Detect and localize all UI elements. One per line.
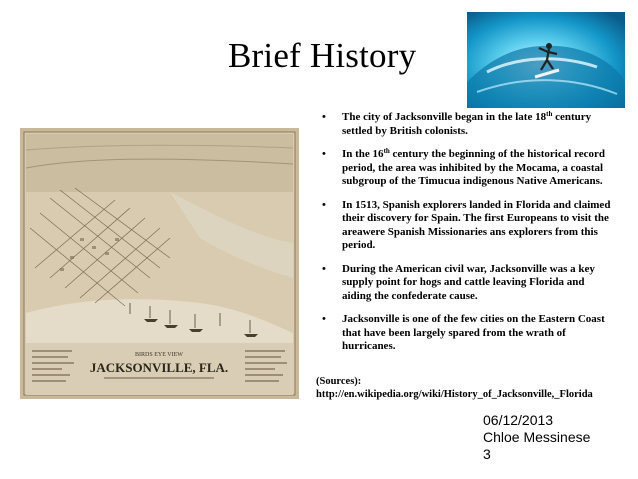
surfer-wave-image <box>467 12 625 108</box>
footer-page-number: 3 <box>483 446 491 462</box>
sources-label: (Sources): <box>316 376 362 387</box>
jacksonville-birds-eye-map <box>20 128 299 399</box>
sources-link[interactable]: http://en.wikipedia.org/wiki/History_of_Jacksonville,_Florida <box>316 389 593 400</box>
bullet-marker: • <box>322 148 326 160</box>
footer-date: 06/12/2013 <box>483 412 554 428</box>
bullet-marker: • <box>322 111 326 123</box>
bullet-item: • In the 16th century the beginning of the historical record period, the area was inhibited by the Mocama, a coastal subgroup of the Timucua indigenous Native Americans. <box>322 147 605 187</box>
slide-footer <box>483 412 590 463</box>
bullet-item: • Jacksonville is one of the few cities on the Eastern Coast that have been largely spared from the wrath of hurricanes. <box>322 313 605 352</box>
bullet-item: • During the American civil war, Jacksonville was a key supply point for hogs and cattle leaving Florida and aiding the confederate cause. <box>322 262 595 302</box>
sources-block <box>316 375 593 401</box>
map-caption-top: BIRDS EYE VIEW <box>135 352 183 358</box>
bullet-marker: • <box>322 262 326 275</box>
bullet-item: • In 1513, Spanish explorers landed in Florida and claimed their discovery for Spain. The first Europeans to visit the areawere Spanish Missionaries ans explorers from this period. <box>322 198 611 251</box>
bullet-item: • The city of Jacksonville began in the late 18th century settled by British colonists. <box>322 110 592 137</box>
footer-author: Chloe Messinese <box>483 429 591 445</box>
slide-title: Brief History <box>228 36 417 75</box>
history-bullet-list <box>320 111 615 364</box>
map-caption-main: JACKSONVILLE, FLA. <box>89 360 229 375</box>
bullet-marker: • <box>322 313 326 325</box>
bullet-marker: • <box>322 198 326 211</box>
